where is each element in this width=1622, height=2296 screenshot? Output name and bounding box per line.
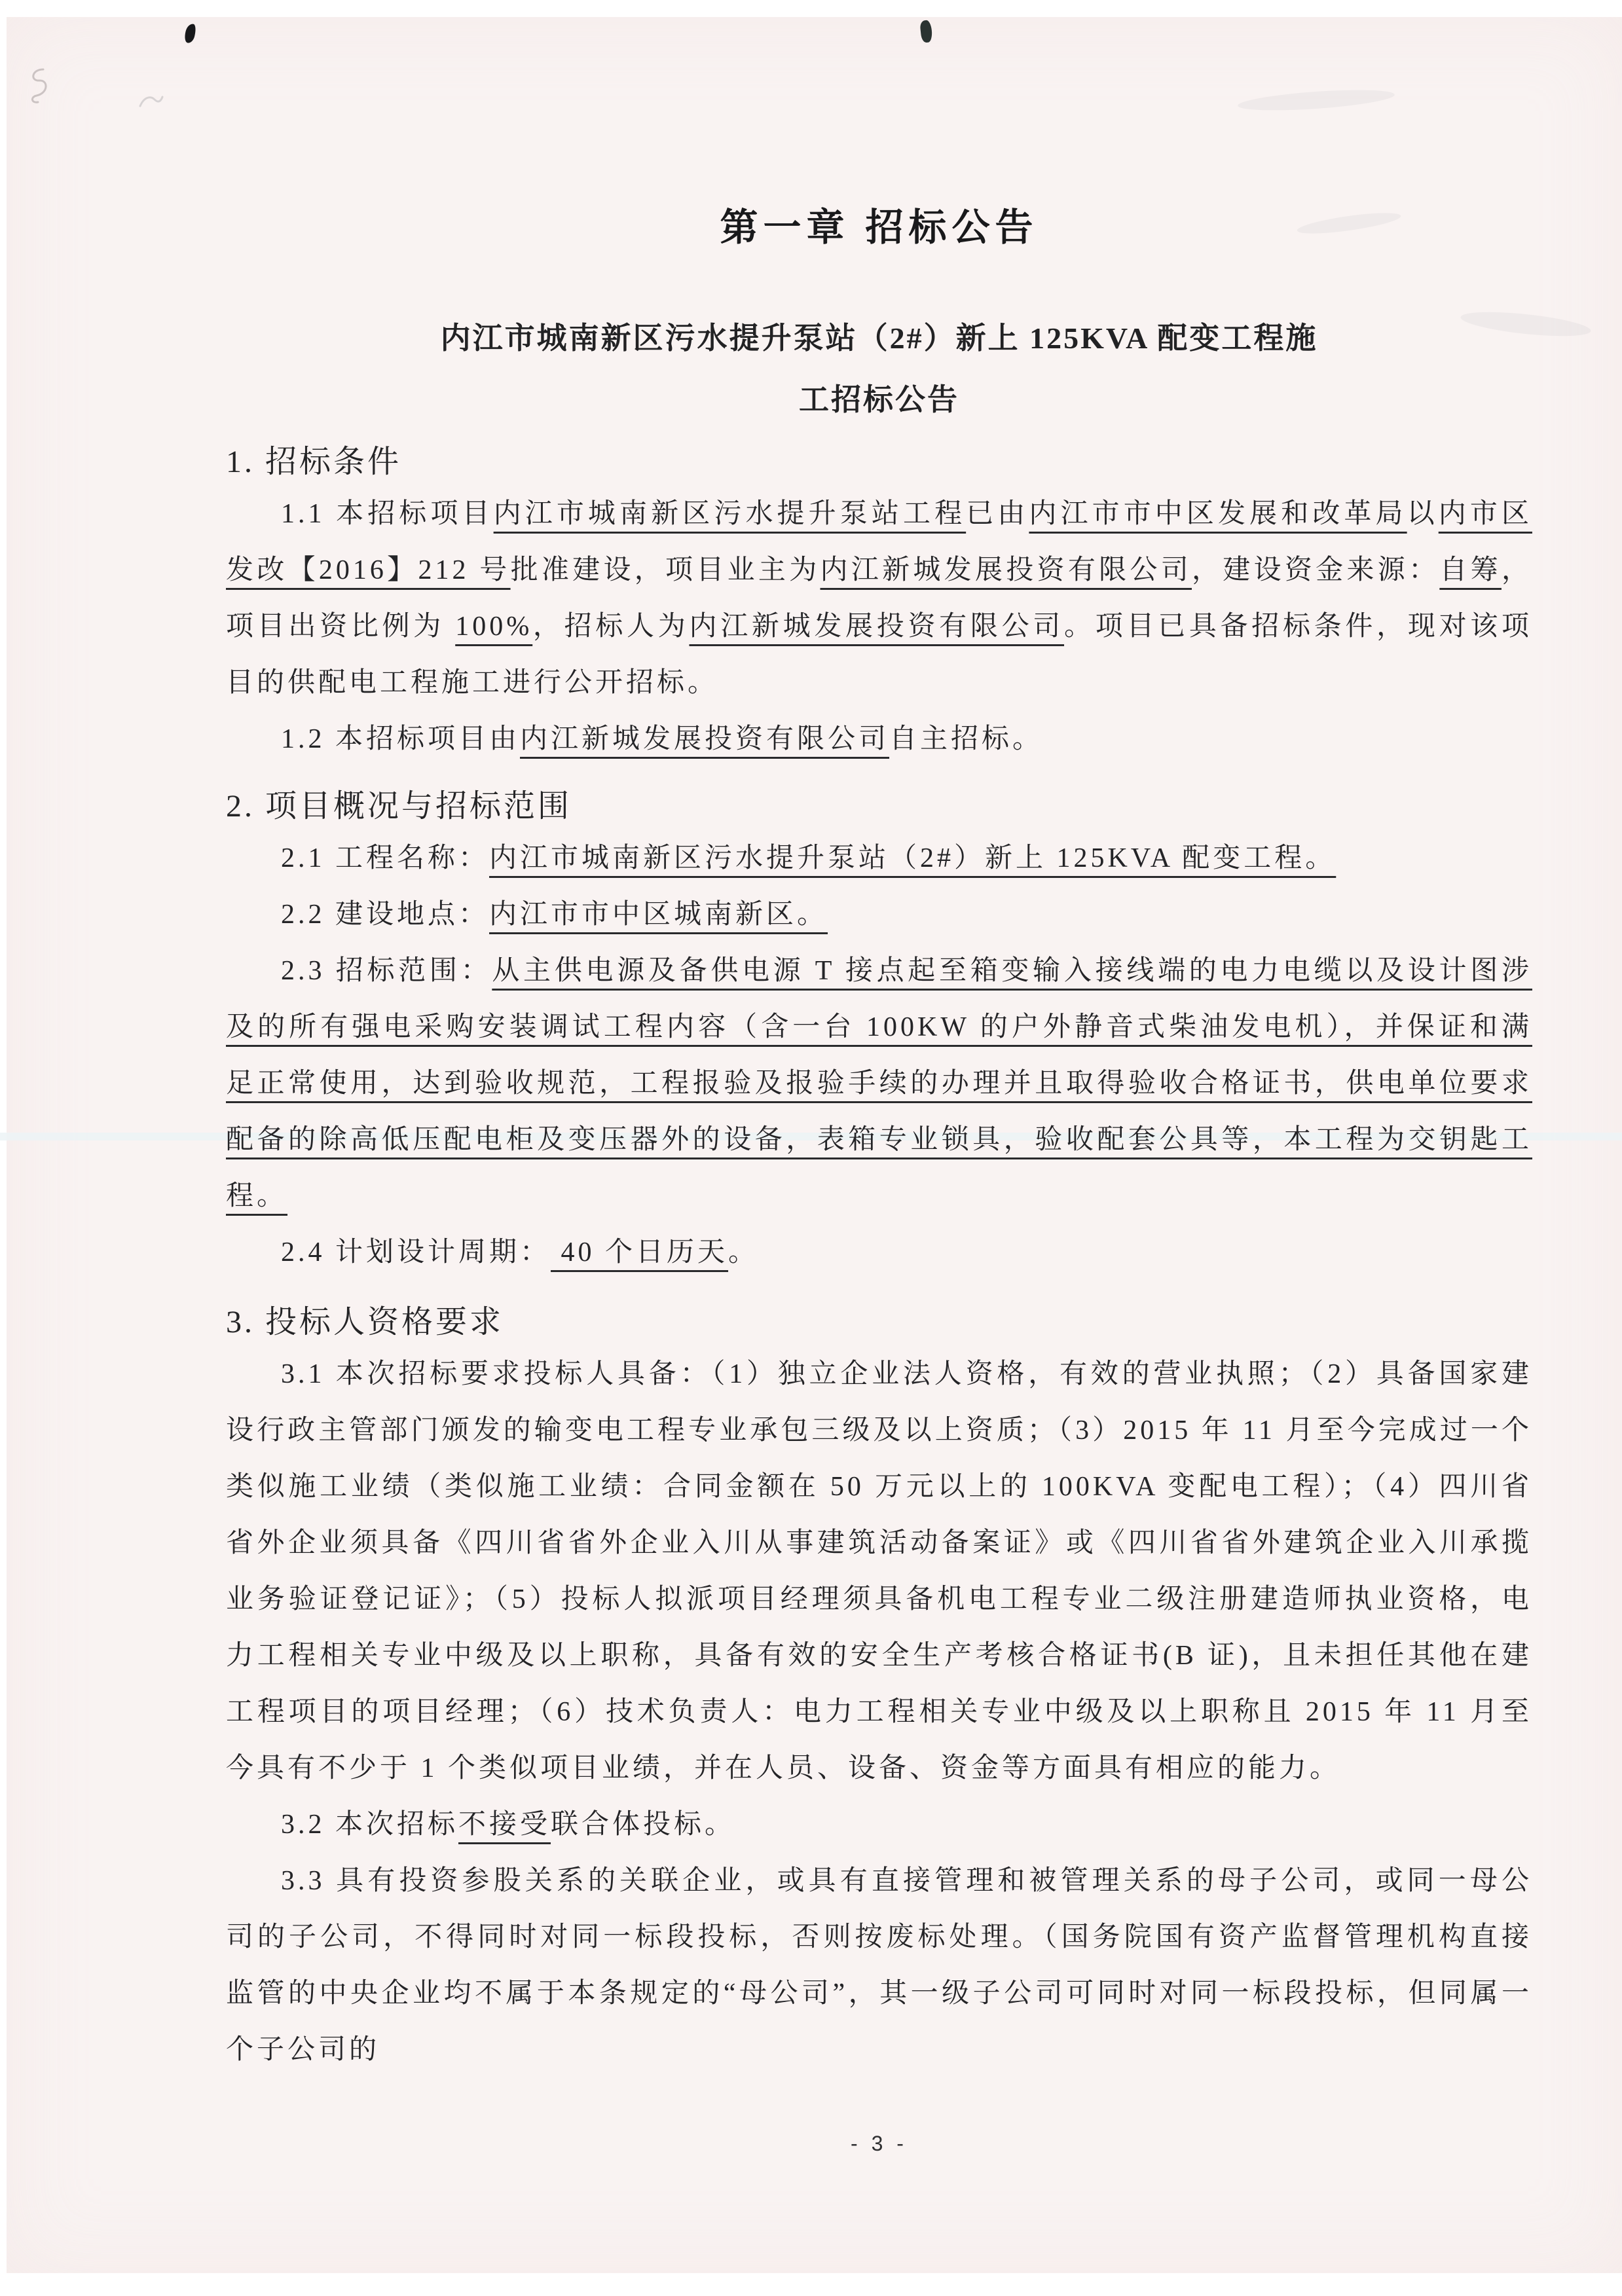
underlined-text-run: 内江新城发展投资有限公司 — [520, 724, 890, 754]
text-run: 联合体投标。 — [551, 1810, 736, 1840]
para-2-1 — [226, 830, 1532, 886]
section-3-heading: 3. 投标人资格要求 — [226, 1305, 504, 1339]
text-run: 1.2 本招标项目由 — [281, 724, 521, 754]
pencil-scribble — [25, 65, 54, 107]
text-run: 2.2 建设地点： — [281, 900, 490, 930]
para-2-3 — [226, 943, 1532, 1224]
text-run: 自主招标。 — [889, 724, 1044, 754]
underlined-text-run: 自筹 — [1439, 555, 1502, 585]
page-number: - 3 - — [851, 2132, 908, 2155]
underlined-text-run: 内江新城发展投资有限公司 — [689, 611, 1065, 642]
text-run: 已由 — [966, 499, 1029, 529]
underlined-text-run: 内江市城南新区污水提升泵站（2#）新上 125KVA 配变工程。 — [489, 843, 1336, 873]
section-1-heading: 1. 招标条件 — [226, 445, 402, 479]
text-run: 。 — [728, 1237, 760, 1267]
text-run: 3.2 本次招标 — [281, 1810, 459, 1840]
document-content — [226, 0, 1532, 2078]
text-run: 2.1 工程名称： — [281, 843, 490, 873]
text-run: ，项目出资比例为 — [226, 555, 1532, 642]
text-run: 3.1 本次招标要求投标人具备：（1）独立企业法人资格，有效的营业执照；（2）具备国家建设行政主管部门颁发的输变电工程专业承包三级及以上资质；（3）2015 年 11 月至今完成过一个类似施工业绩（类似施工业绩：合同金额在 50 万元以上的 100KVA 变配电工程）；（4）四川省省外企业须具备《四川省省外企业入川从事建筑活动备案证》或《四川省省外建筑企业入川承揽业务验证登记证》；（5）投标人拟派项目经理须具备机电工程专业二级注册建造师执业资格，电力工程相关专业中级及以上职称，具备有效的安全生产考核合格证书(B 证)，且未担任其他在建工程项目的项目经理；（6）技术负责人：电力工程相关专业中级及以上职称且 2015 年 11 月至今具有不少于 1 个类似项目业绩，并在人员、设备、资金等方面具有相应的能力。 — [226, 1359, 1532, 1783]
underlined-text-run: 40 个日历天 — [551, 1237, 729, 1267]
underlined-text-run: 内市区发改【2016】212 号 — [226, 499, 1532, 585]
pencil-scribble — [138, 92, 164, 111]
para-2-4 — [226, 1224, 1532, 1281]
underlined-text-run: 内江市城南新区污水提升泵站工程 — [493, 499, 967, 529]
text-run: ，招标人为 — [532, 611, 690, 642]
text-run: 以 — [1407, 499, 1439, 529]
para-2-2 — [226, 886, 1532, 943]
text-run: 2.4 计划设计周期： — [281, 1237, 551, 1267]
document-title — [226, 308, 1532, 431]
text-run: ，建设资金来源： — [1192, 555, 1440, 585]
document-title-line-1: 内江市城南新区污水提升泵站（2#）新上 125KVA 配变工程施 — [440, 321, 1318, 355]
text-run: 批准建设，项目业主为 — [510, 555, 820, 585]
text-run: 。项目已具备招标条件，现对该项目的供配电工程施工进行公开招标。 — [226, 611, 1532, 698]
underlined-text-run: 内江新城发展投资有限公司 — [820, 555, 1192, 585]
underlined-text-run: 100% — [455, 611, 533, 642]
section-2-heading: 2. 项目概况与招标范围 — [226, 789, 572, 824]
underlined-text-run: 不接受 — [458, 1810, 551, 1840]
text-run: 1.1 本招标项目 — [281, 499, 494, 529]
para-3-1 — [226, 1346, 1532, 1796]
para-3-3 — [226, 1853, 1532, 2078]
para-1-2 — [226, 711, 1532, 767]
para-1-1 — [226, 486, 1532, 711]
underlined-text-run: 从主供电源及备供电源 T 接点起至箱变输入接线端的电力电缆以及设计图涉及的所有强电采购安装调试工程内容（含一台 100KW 的户外静音式柴油发电机），并保证和满足正常使用，达到验收规范，工程报验及报验手续的办理并且取得验收合格证书，供电单位要求配备的除高低压配电柜及变压器外的设备，表箱专业锁具，验收配套公具等，本工程为交钥匙工程。 — [226, 956, 1532, 1211]
chapter-title: 第一章 招标公告 — [720, 206, 1039, 249]
para-3-2 — [226, 1796, 1532, 1853]
underlined-text-run: 内江市市中区城南新区。 — [489, 900, 828, 930]
document-title-line-2: 工招标公告 — [799, 383, 959, 416]
underlined-text-run: 内江市市中区发展和改革局 — [1029, 499, 1407, 529]
text-run: 2.3 招标范围： — [281, 956, 492, 986]
text-run: 3.3 具有投资参股关系的关联企业，或具有直接管理和被管理关系的母子公司，或同一母公司的子公司，不得同时对同一标段投标，否则按废标处理。（国务院国有资产监督管理机构直接监管的中央企业均不属于本条规定的“母公司”，其一级子公司可同时对同一标段投标，但同属一个子公司的 — [226, 1866, 1532, 2065]
